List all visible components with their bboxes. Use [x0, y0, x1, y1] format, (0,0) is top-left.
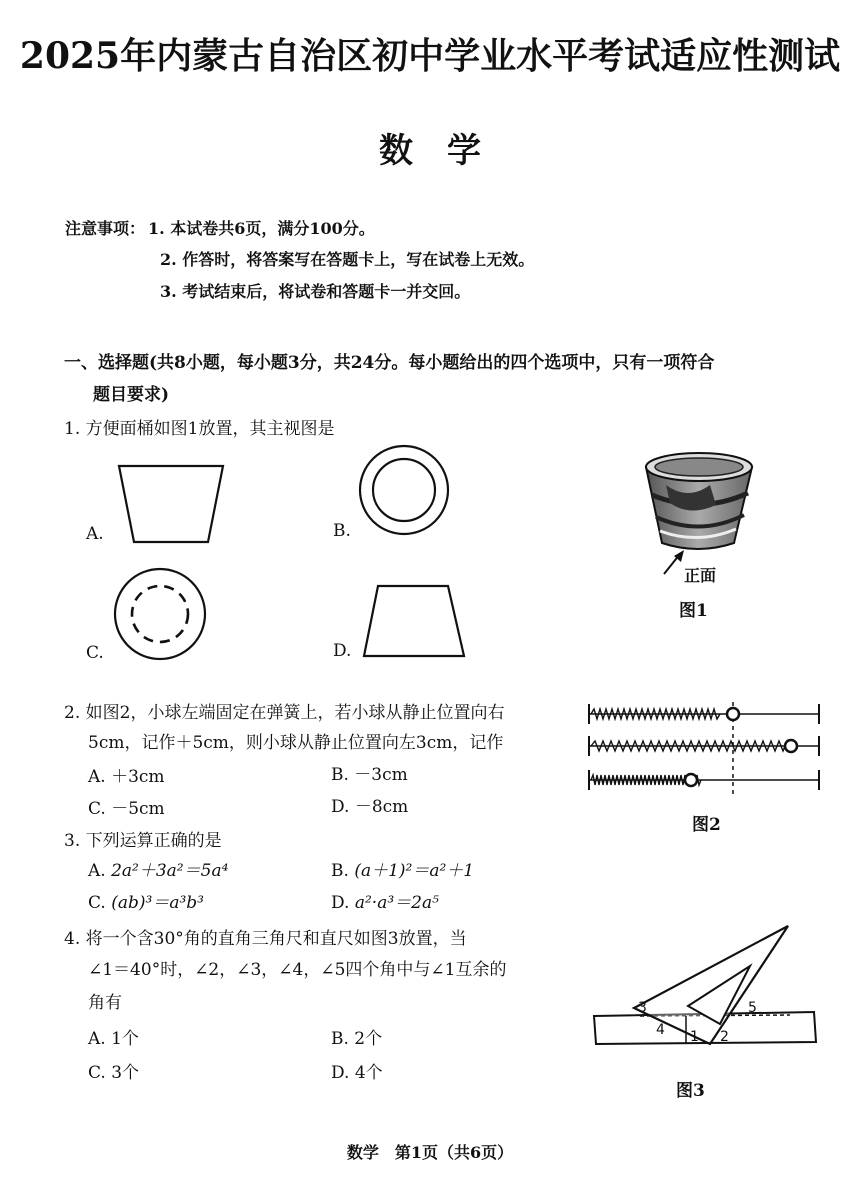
- q3-option-a: [88, 856, 228, 881]
- q3-option-c-expr: (ab)³＝a³b³: [111, 893, 204, 913]
- q2-stem-line2: 5cm，记作＋5cm，则小球从静止位置向左3cm，记作: [88, 733, 504, 753]
- q1-stem: 1. 方便面桶如图1放置，其主视图是: [64, 419, 335, 439]
- q2-option-d: D. －8cm: [331, 797, 409, 817]
- q2-option-a: A. ＋3cm: [88, 767, 165, 787]
- q4-option-a: A. 1个: [88, 1029, 139, 1049]
- fig3-label-1: 1: [690, 1029, 699, 1045]
- fig3-label-4: 4: [656, 1022, 665, 1038]
- q1-option-c-figure: [110, 564, 210, 664]
- q1-option-d-label: D.: [333, 641, 352, 661]
- q1-option-b-label: B.: [333, 521, 351, 541]
- q1-option-c-label: C.: [86, 643, 104, 663]
- q4-stem-line3: 角有: [88, 993, 122, 1013]
- fig2-caption: 图2: [692, 815, 721, 835]
- q3-option-b-label: B.: [331, 861, 355, 881]
- q3-option-b: [331, 856, 474, 881]
- fig3-label-5: 5: [748, 1000, 757, 1016]
- q1-option-a-label: A.: [86, 524, 104, 544]
- q3-option-a-expr: 2a²＋3a²＝5a⁴: [111, 861, 229, 881]
- q4-option-c: C. 3个: [88, 1063, 140, 1083]
- section1-heading-cont: 题目要求): [93, 385, 170, 405]
- fig1-caption: 图1: [679, 601, 708, 621]
- page-footer: 数学 第1页（共6页）: [346, 1143, 514, 1162]
- q4-stem-line1: 4. 将一个含30°角的直角三角尺和直尺如图3放置，当: [64, 929, 467, 949]
- q3-option-b-expr: (a＋1)²＝a²＋1: [354, 861, 475, 881]
- q4-stem-line2: ∠1＝40°时，∠2，∠3，∠4，∠5四个角中与∠1互余的: [88, 960, 507, 980]
- q3-option-a-label: A.: [88, 861, 112, 881]
- fig3-triangle-ruler: [590, 920, 820, 1055]
- q3-option-c: [88, 888, 204, 913]
- fig3-caption: 图3: [676, 1081, 705, 1101]
- notes-item-1: 1. 本试卷共6页，满分100分。: [148, 219, 375, 238]
- q4-option-b: B. 2个: [331, 1029, 383, 1049]
- q1-option-b-figure: [355, 441, 455, 541]
- notes-item-2: 2. 作答时，将答案写在答题卡上，写在试卷上无效。: [160, 250, 535, 269]
- fig3-label-3: 3: [638, 1000, 647, 1016]
- fig1-noodle-cup: [640, 445, 760, 560]
- q4-option-d: D. 4个: [331, 1063, 383, 1083]
- q3-option-d-expr: a²·a³＝2a⁵: [354, 893, 439, 913]
- fig2-springs: [585, 700, 825, 800]
- q3-option-d-label: D.: [331, 893, 355, 913]
- fig1-front-label: 正面: [684, 566, 717, 585]
- page-title: 2025年内蒙古自治区初中学业水平考试适应性测试: [19, 35, 841, 77]
- q2-option-b: B. －3cm: [331, 765, 408, 785]
- notes-item-3: 3. 考试结束后，将试卷和答题卡一并交回。: [160, 282, 471, 301]
- q3-option-c-label: C.: [88, 893, 112, 913]
- subject-title: 数学: [379, 131, 515, 171]
- q2-option-c: C. －5cm: [88, 799, 165, 819]
- q3-option-d: [331, 888, 439, 913]
- q1-option-d-figure: [360, 582, 470, 662]
- q1-option-a-figure: [112, 460, 232, 550]
- fig3-label-2: 2: [720, 1029, 729, 1045]
- q2-stem-line1: 2. 如图2，小球左端固定在弹簧上，若小球从静止位置向右: [64, 703, 505, 723]
- section1-heading: 一、选择题(共8小题，每小题3分，共24分。每小题给出的四个选项中，只有一项符合: [64, 353, 715, 373]
- notes-label: 注意事项：: [65, 219, 146, 238]
- q3-stem: 3. 下列运算正确的是: [64, 831, 222, 851]
